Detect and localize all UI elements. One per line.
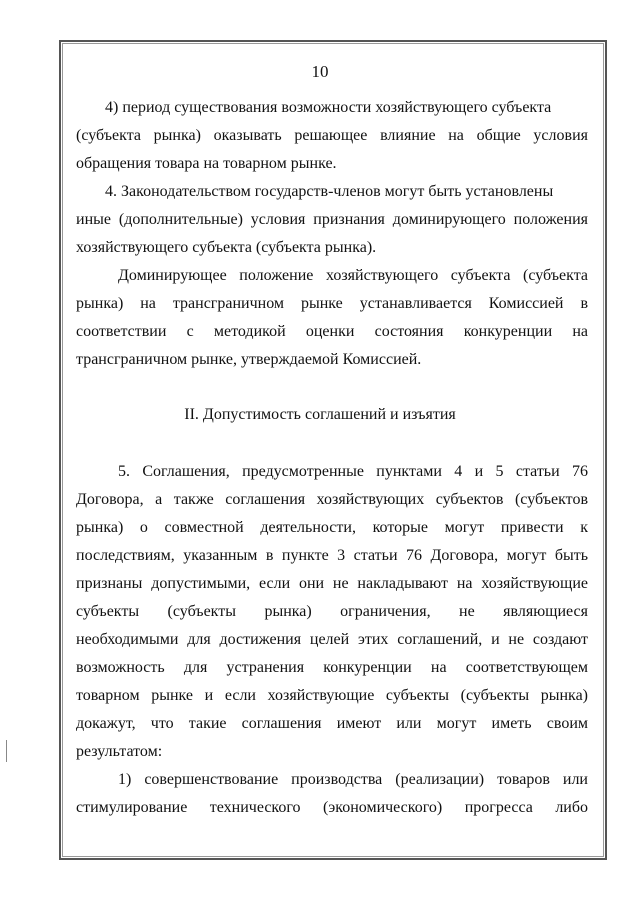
text-line: иные (дополнительные) условия признания доминирующего положения [76, 211, 588, 228]
text-line: хозяйствующего субъекта (субъекта рынка). [76, 239, 377, 256]
text-line: необходимыми для достижения целей этих соглашений, и не создают [76, 631, 588, 648]
text-line: товарном рынке и если хозяйствующие субъекты (субъекты рынка) [76, 687, 588, 704]
text-line: Договора, а также соглашения хозяйствующих субъектов (субъектов [76, 491, 588, 508]
text-line: трансграничном рынке, утверждаемой Комиссией. [76, 351, 422, 368]
text-line: докажут, что такие соглашения имеют или могут иметь своим [76, 715, 588, 732]
text-line: соответствии с методикой оценки состояния конкуренции на [76, 323, 588, 340]
text-line: 1) совершенствование производства (реализации) товаров или [118, 771, 588, 788]
text-line: 4) период существования возможности хозяйствующего субъекта [105, 99, 552, 116]
scan-artifact [6, 740, 7, 762]
text-line: рынка) на трансграничном рынке устанавливается Комиссией в [76, 295, 588, 312]
text-line: рынка) о совместной деятельности, которые могут привести к [76, 519, 588, 536]
text-line: субъекты (субъекты рынка) ограничения, не являющиеся [76, 603, 588, 620]
page-number: 10 [311, 62, 329, 81]
text-line: (субъекта рынка) оказывать решающее влияние на общие условия [76, 127, 588, 144]
text-line: обращения товара на товарном рынке. [76, 155, 337, 172]
text-line: 5. Соглашения, предусмотренные пунктами 4 и 5 статьи 76 [118, 463, 588, 480]
text-line: стимулирование технического (экономического) прогресса либо [76, 799, 588, 816]
text-line: возможность для устранения конкуренции на соответствующем [76, 659, 588, 676]
section-heading: II. Допустимость соглашений и изъятия [184, 406, 456, 423]
text-line: 4. Законодательством государств-членов могут быть установлены [105, 183, 554, 200]
text-line: последствиям, указанным в пункте 3 статьи 76 Договора, могут быть [76, 547, 588, 564]
text-line: признаны допустимыми, если они не накладывают на хозяйствующие [76, 575, 588, 592]
text-line: Доминирующее положение хозяйствующего субъекта (субъекта [118, 267, 588, 284]
text-line: результатом: [76, 743, 163, 760]
